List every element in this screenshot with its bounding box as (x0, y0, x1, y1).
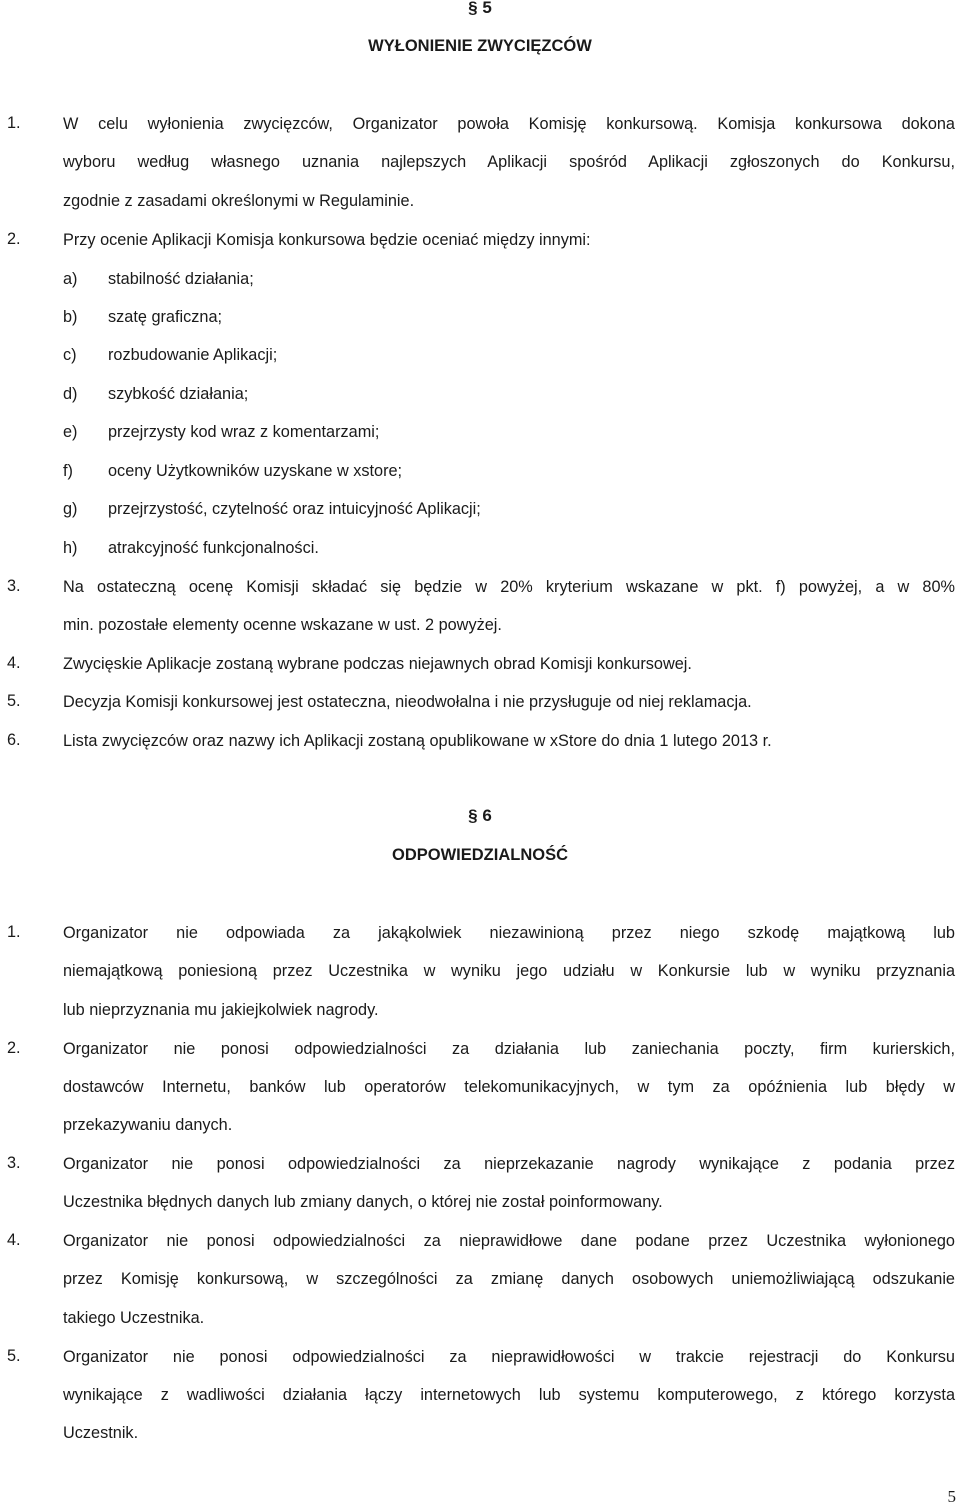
criterion-label: e) (63, 423, 78, 441)
criterion-text: szatę graficzna; (108, 308, 223, 326)
text-line: Uczestnik. (63, 1424, 139, 1442)
paragraph-number: 1. (7, 114, 21, 132)
criterion-label: c) (63, 346, 77, 364)
text-line: Organizator nie ponosi odpowiedzialności za nieprzekazanie nagrody wynikające z podania przez (63, 1155, 955, 1173)
criterion-label: a) (63, 270, 78, 288)
text-line: dostawców Internetu, banków lub operatorów telekomunikacyjnych, w tym za opóźnienia lub błędy w (63, 1078, 955, 1096)
criterion-text: oceny Użytkowników uzyskane w xstore; (108, 462, 403, 480)
paragraph-number: 2. (7, 230, 21, 248)
section-5-number: § 5 (468, 0, 492, 17)
criterion-text: atrakcyjność funkcjonalności. (108, 539, 319, 557)
text-line: lub nieprzyznania mu jakiejkolwiek nagrody. (63, 1001, 379, 1019)
text-line: Organizator nie ponosi odpowiedzialności za nieprawidłowości w trakcie rejestracji do Konkursu (63, 1348, 955, 1366)
criterion-text: szybkość działania; (108, 385, 249, 403)
text-line: takiego Uczestnika. (63, 1309, 205, 1327)
text-line: przekazywaniu danych. (63, 1116, 233, 1134)
criterion-label: d) (63, 385, 78, 403)
page-number: 5 (947, 1487, 956, 1506)
paragraph-number: 2. (7, 1039, 21, 1057)
paragraph-number: 3. (7, 1154, 21, 1172)
criterion-text: stabilność działania; (108, 270, 254, 288)
text-line: wyboru według własnego uznania najlepszych Aplikacji spośród Aplikacji zgłoszonych do Konkursu, (63, 153, 955, 171)
criterion-label: g) (63, 500, 78, 518)
text-line: Decyzja Komisji konkursowej jest ostateczna, nieodwołalna i nie przysługuje od niej reklamacja. (63, 693, 752, 711)
criterion-label: h) (63, 539, 78, 557)
text-line: przez Komisję konkursową, w szczególności za zmianę danych osobowych uniemożliwiającą odszukanie (63, 1270, 955, 1288)
criterion-label: b) (63, 308, 78, 326)
section-6-number: § 6 (468, 806, 492, 825)
text-line: Uczestnika błędnych danych lub zmiany danych, o której nie został poinformowany. (63, 1193, 663, 1211)
text-line: Organizator nie odpowiada za jakąkolwiek niezawinioną przez niego szkodę majątkową lub (63, 924, 955, 942)
paragraph-number: 5. (7, 692, 21, 710)
text-line: Przy ocenie Aplikacji Komisja konkursowa będzie oceniać między innymi: (63, 231, 591, 249)
text-line: niemajątkową poniesioną przez Uczestnika w wyniku jego udziału w Konkursie lub w wyniku przyznania (63, 962, 955, 980)
text-line: Na ostateczną ocenę Komisji składać się będzie w 20% kryterium wskazane w pkt. f) powyżej, a w 80% (63, 578, 955, 596)
criterion-text: przejrzystość, czytelność oraz intuicyjność Aplikacji; (108, 500, 481, 518)
criterion-text: rozbudowanie Aplikacji; (108, 346, 278, 364)
paragraph-number: 4. (7, 1231, 21, 1249)
paragraph-number: 3. (7, 577, 21, 595)
text-line: zgodnie z zasadami określonymi w Regulaminie. (63, 192, 415, 210)
criterion-text: przejrzysty kod wraz z komentarzami; (108, 423, 380, 441)
text-line: wynikające z wadliwości działania łączy internetowych lub systemu komputerowego, z którego korzysta (63, 1386, 955, 1404)
text-line: Lista zwycięzców oraz nazwy ich Aplikacji zostaną opublikowane w xStore do dnia 1 lutego 2013 r. (63, 732, 772, 750)
paragraph-number: 6. (7, 731, 21, 749)
text-line: W celu wyłonienia zwycięzców, Organizator powoła Komisję konkursową. Komisja konkursowa dokona (63, 115, 955, 133)
criterion-label: f) (63, 462, 73, 480)
section-6-title: ODPOWIEDZIALNOŚĆ (392, 846, 568, 864)
text-line: Organizator nie ponosi odpowiedzialności za działania lub zaniechania poczty, firm kurierskich, (63, 1040, 955, 1058)
paragraph-number: 1. (7, 923, 21, 941)
paragraph-number: 4. (7, 654, 21, 672)
section-5-title: WYŁONIENIE ZWYCIĘZCÓW (368, 37, 592, 55)
text-line: Organizator nie ponosi odpowiedzialności za nieprawidłowe dane podane przez Uczestnika wyłonionego (63, 1232, 955, 1250)
paragraph-number: 5. (7, 1347, 21, 1365)
text-line: min. pozostałe elementy ocenne wskazane w ust. 2 powyżej. (63, 616, 502, 634)
text-line: Zwycięskie Aplikacje zostaną wybrane podczas niejawnych obrad Komisji konkursowej. (63, 655, 692, 673)
